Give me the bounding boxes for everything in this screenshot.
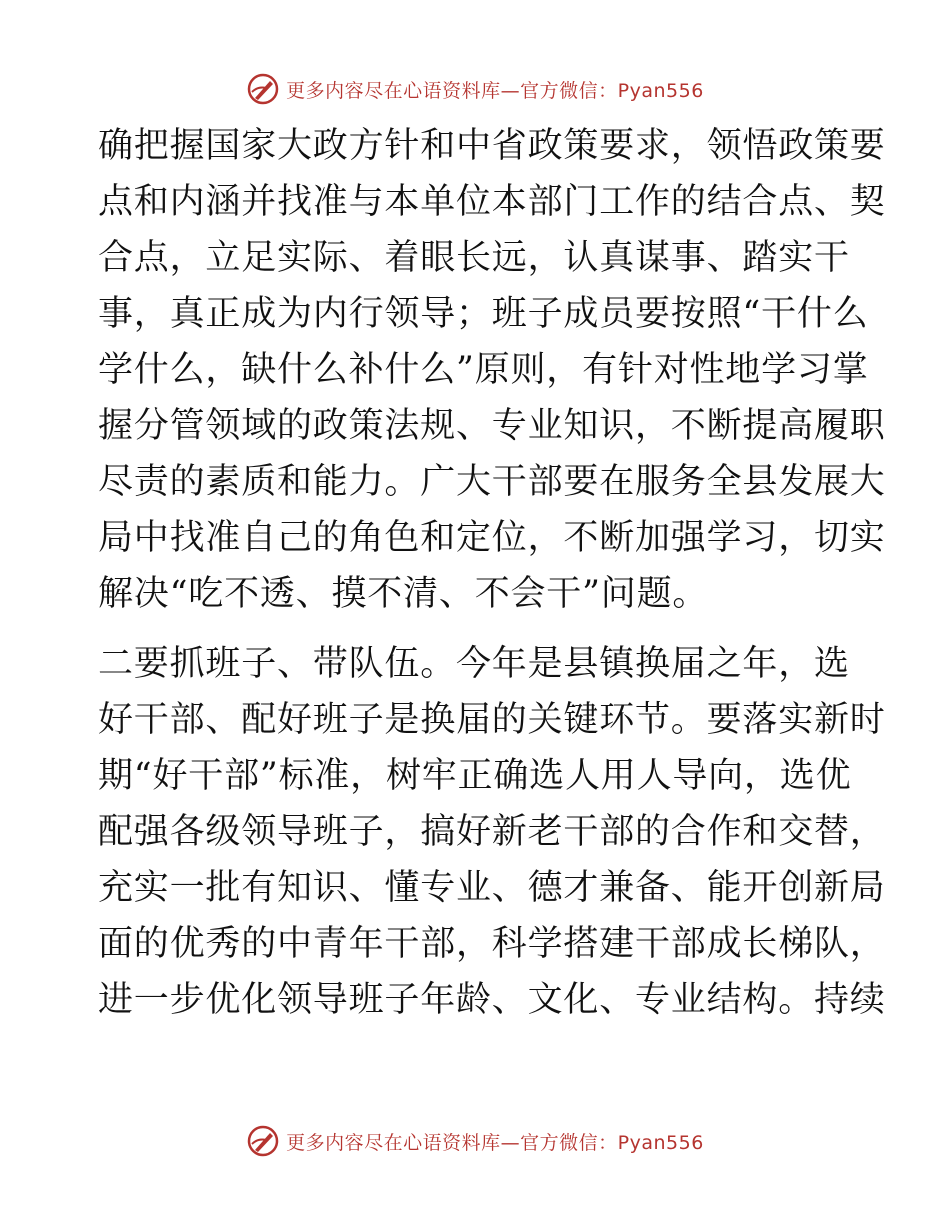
footer-watermark-text: 更多内容尽在心语资料库—官方微信：Pyan556 <box>286 1131 704 1154</box>
text-line: 配强各级领导班子，搞好新老干部的合作和交替， <box>98 812 886 852</box>
document-body <box>98 118 886 1028</box>
paragraph-1 <box>98 118 886 622</box>
text-line: 好干部、配好班子是换届的关键环节。要落实新时 <box>98 700 886 740</box>
text-line: 合点，立足实际、着眼长远，认真谋事、踏实干 <box>98 238 850 278</box>
text-line: 点和内涵并找准与本单位本部门工作的结合点、契 <box>98 182 886 222</box>
red-quill-seal-icon <box>246 72 280 106</box>
text-line: 面的优秀的中青年干部，科学搭建干部成长梯队， <box>98 924 886 964</box>
text-line: 确把握国家大政方针和中省政策要求，领悟政策要 <box>98 126 886 166</box>
text-line: 充实一批有知识、懂专业、德才兼备、能开创新局 <box>98 868 886 908</box>
red-quill-seal-icon <box>246 1124 280 1158</box>
paragraph-gap <box>98 622 850 636</box>
text-line: 握分管领域的政策法规、专业知识，不断提高履职 <box>98 406 886 446</box>
paragraph-2 <box>98 636 886 1028</box>
text-line: 解决“吃不透、摸不清、不会干”问题。 <box>98 574 709 614</box>
text-line: 事，真正成为内行领导；班子成员要按照“干什么 <box>98 294 869 334</box>
text-line: 二要抓班子、带队伍。今年是县镇换届之年，选 <box>98 644 850 684</box>
footer-watermark-banner <box>0 1124 950 1158</box>
header-watermark-banner <box>0 72 950 106</box>
text-line: 进一步优化领导班子年龄、文化、专业结构。持续 <box>98 980 886 1020</box>
text-line: 局中找准自己的角色和定位，不断加强学习，切实 <box>98 518 886 558</box>
text-line: 期“好干部”标准，树牢正确选人用人导向，选优 <box>98 756 852 796</box>
header-watermark-text: 更多内容尽在心语资料库—官方微信：Pyan556 <box>286 79 704 102</box>
text-line: 尽责的素质和能力。广大干部要在服务全县发展大 <box>98 462 886 502</box>
text-line: 学什么，缺什么补什么”原则，有针对性地学习掌 <box>98 350 869 390</box>
